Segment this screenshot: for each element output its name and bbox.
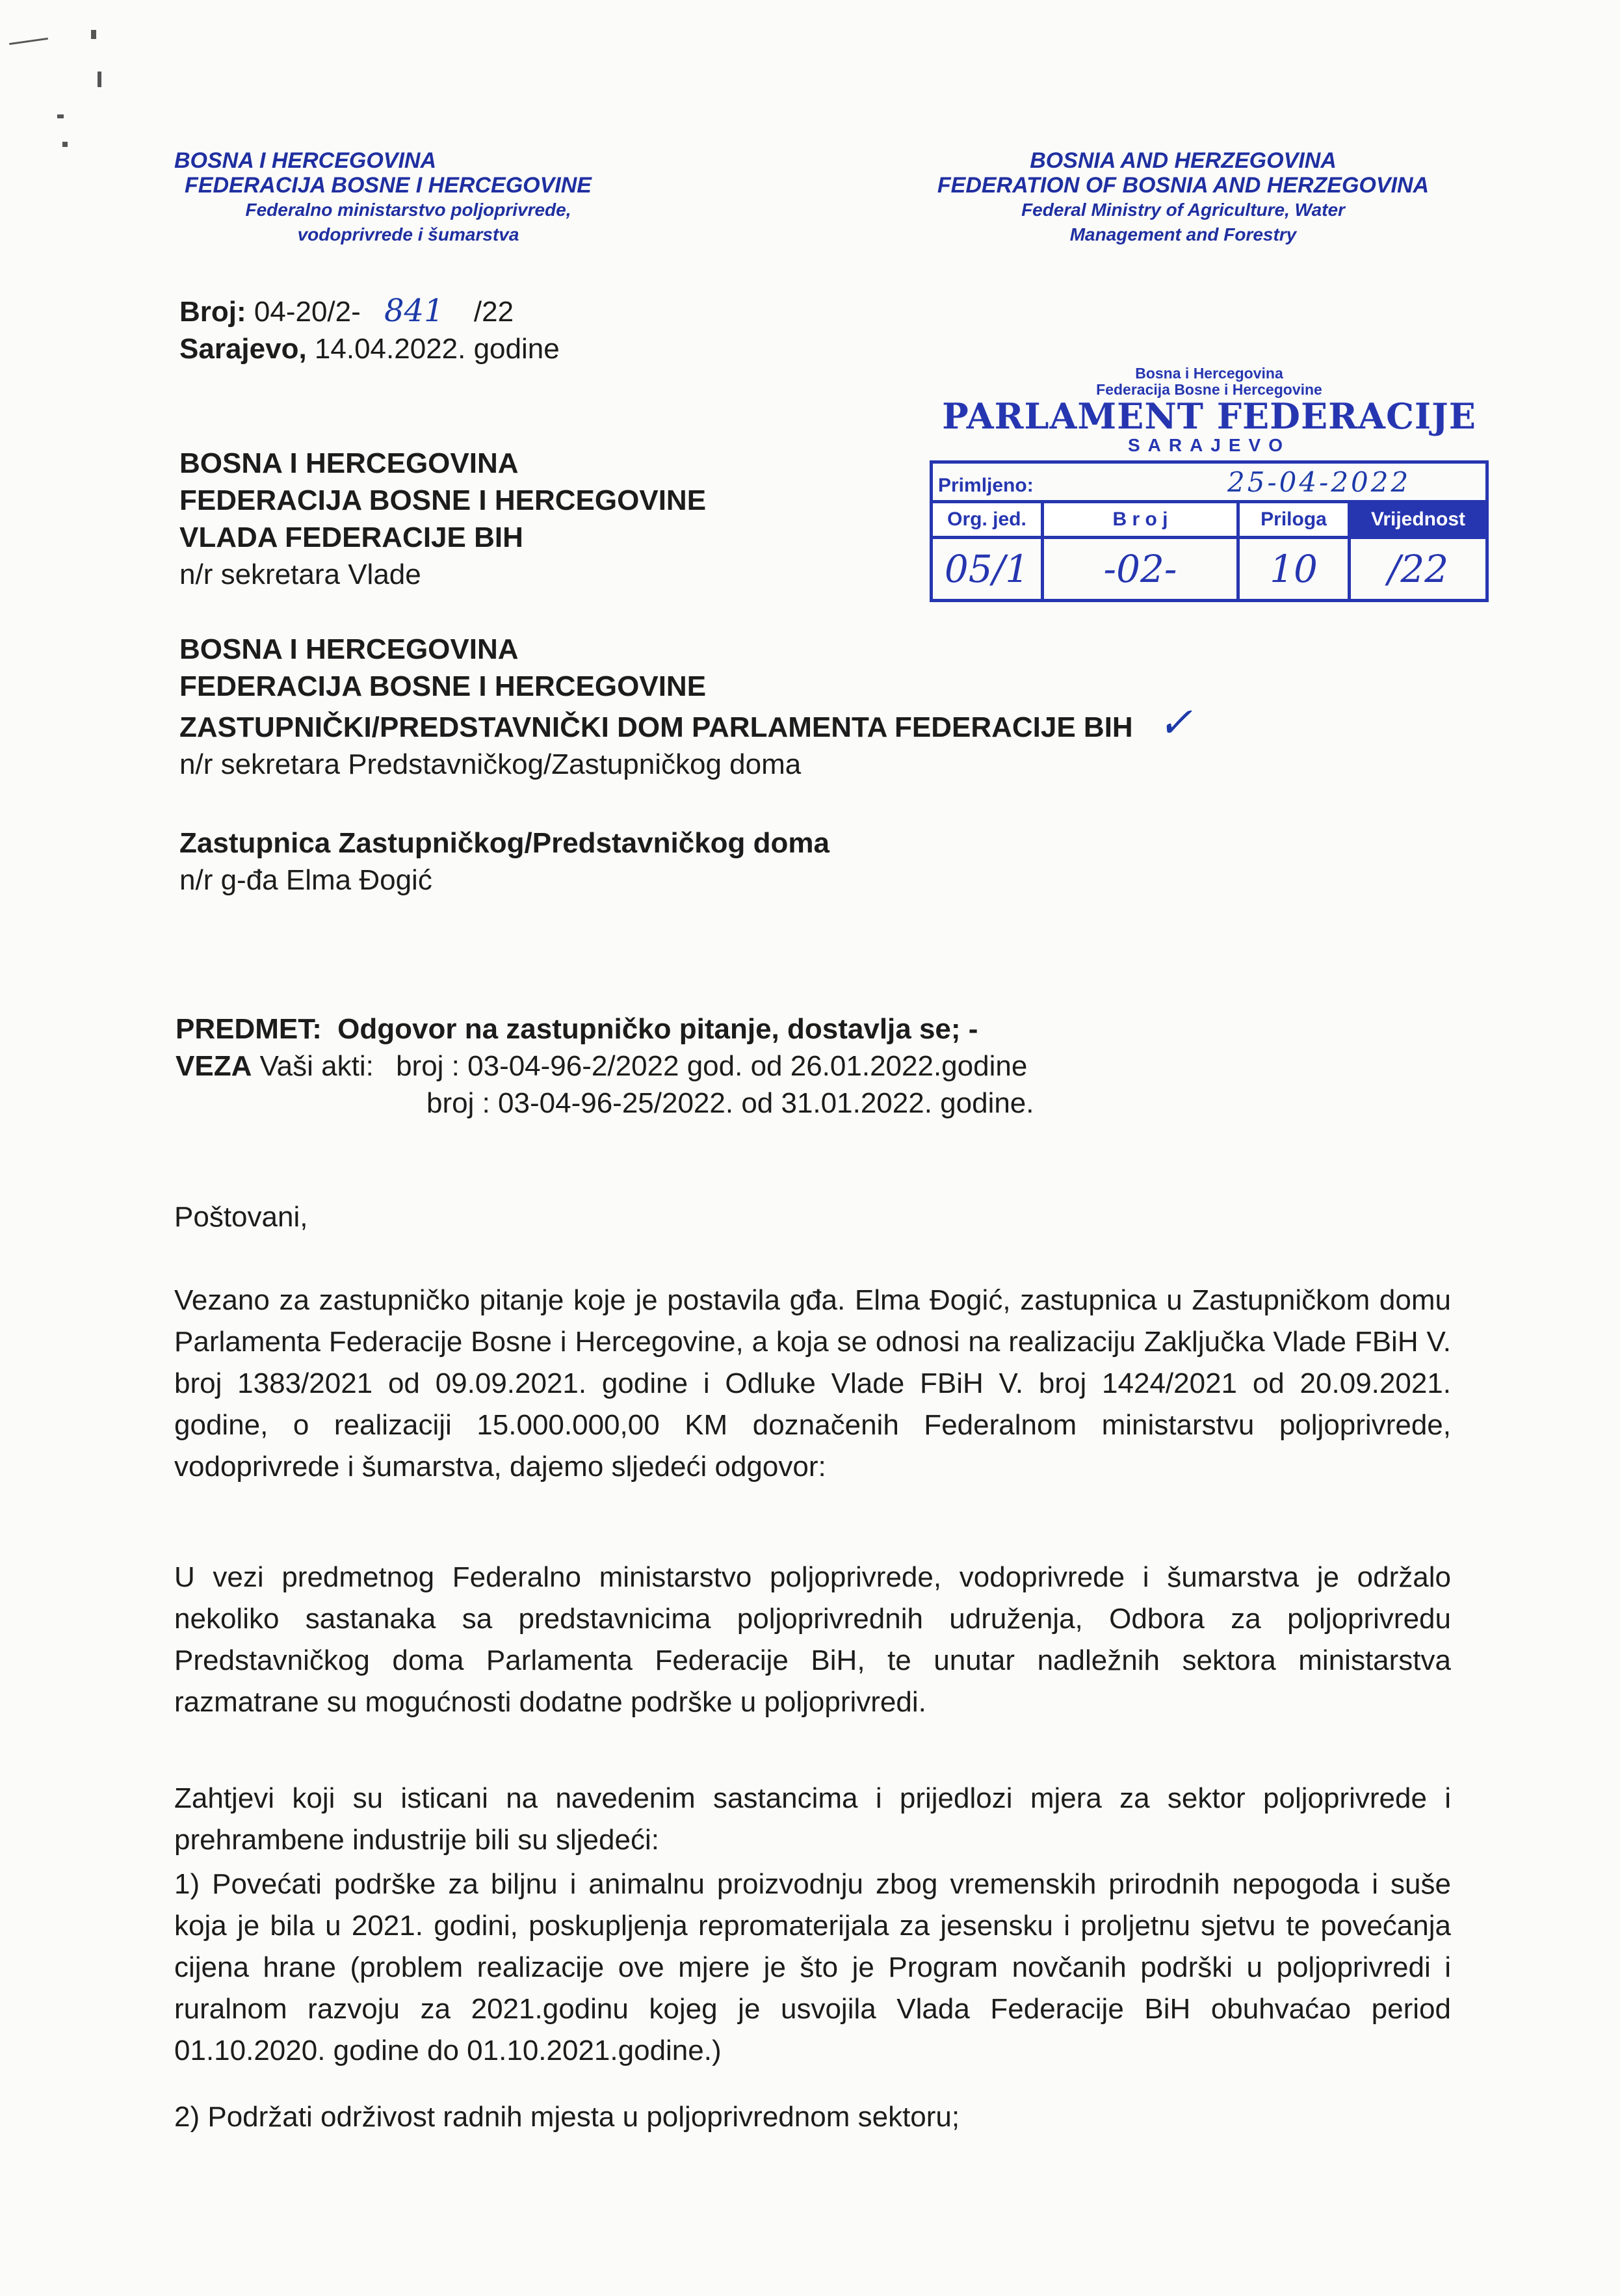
paragraph-1: Vezano za zastupničko pitanje koje je postavila gđa. Elma Đogić, zastupnica u Zastupničkom domu Parlamenta Federacije Bosne i Hercegovine, a koja se odnosi na realizaciju Zaključka Vlade FBiH V. broj 1383/2021 od 09.09.2021. godine i Odluke Vlade FBiH V. broj 1424/2021 od 20.09.2021. godine, o realizaciji 15.000.000,00 KM doznačenih Federalnom ministarstvu poljoprivrede, vodoprivrede i šumarstva, dajemo sljedeći odgovor:: [174, 1284, 1451, 1483]
stamp-col-attachments: Priloga: [1238, 502, 1350, 538]
recipient3-attention: n/r g-đa Elma Đogić: [179, 864, 432, 896]
broj-suffix: /22: [473, 296, 514, 328]
veza-text: Vaši akti:: [259, 1050, 374, 1082]
stamp-val-attachments: 10: [1238, 538, 1350, 601]
letterhead-right: [897, 148, 1469, 247]
letterhead-right-country: BOSNIA AND HERZEGOVINA: [1030, 148, 1337, 173]
recipient-representative: [179, 825, 1155, 899]
recipient2-entity: FEDERACIJA BOSNE I HERCEGOVINE: [179, 670, 707, 702]
handwritten-check-mark: ✓: [1157, 699, 1193, 747]
document-date: 14.04.2022. godine: [314, 333, 560, 365]
letterhead-right-ministry-2: Management and Forestry: [1069, 224, 1297, 244]
predmet-label: PREDMET:: [176, 1013, 322, 1045]
act-reference-2: broj : 03-04-96-25/2022. od 31.01.2022. godine.: [426, 1087, 1034, 1119]
letterhead-left-ministry-2: vodoprivrede i šumarstva: [297, 224, 519, 244]
stamp-line-country: Bosna i Hercegovina: [1135, 365, 1283, 382]
subject-block: [176, 1010, 1411, 1122]
scan-artifact-line: [9, 38, 48, 45]
stamp-val-value: /22: [1350, 538, 1487, 601]
letterhead-left-entity: FEDERACIJA BOSNE I HERCEGOVINE: [185, 173, 592, 198]
act-reference-1: broj : 03-04-96-2/2022 god. od 26.01.2022.godine: [396, 1050, 1028, 1082]
stamp-header-row: [932, 502, 1487, 538]
stamp-line-city: SARAJEVO: [1127, 435, 1291, 455]
letterhead-right-entity: FEDERATION OF BOSNIA AND HERZEGOVINA: [937, 173, 1430, 198]
paragraph-3: Zahtjevi koji su isticani na navedenim sastancima i prijedlozi mjera za sektor poljoprivrede i prehrambene industrije bili su sljedeći:: [174, 1782, 1451, 1856]
letterhead-left-country: BOSNA I HERCEGOVINA: [174, 148, 437, 173]
greeting: Poštovani,: [174, 1201, 308, 1233]
veza-line: [176, 1048, 1411, 1085]
subject-line: [176, 1010, 1411, 1048]
reference-block: [179, 293, 764, 367]
stamp-val-number: -02-: [1043, 538, 1238, 601]
stamp-line-entity: Federacija Bosne i Hercegovine: [1096, 381, 1322, 398]
paragraph-2: U vezi predmetnog Federalno ministarstvo poljoprivrede, vodoprivrede i šumarstva je održalo nekoliko sastanaka sa predstavnicima poljoprivrednih udruženja, Odbora za poljoprivredu Predstavničkog doma Parlamenta Federacije BiH, te unutar nadležnih sektora ministarstva razmatrane su mogućnosti dodatne podrške u poljoprivredi.: [174, 1561, 1451, 1718]
scan-artifact-dot: [57, 114, 64, 118]
stamp-received-date: 25-04-2022: [1227, 466, 1411, 498]
scan-artifact-dot: [91, 30, 96, 39]
paragraph-5: 2) Podržati održivost radnih mjesta u poljoprivrednom sektoru;: [174, 2101, 960, 2133]
broj-label: Broj:: [179, 296, 246, 328]
letterhead-right-ministry-1: Federal Ministry of Agriculture, Water: [1021, 200, 1345, 220]
stamp-values-row: [932, 538, 1487, 601]
recipient1-country: BOSNA I HERCEGOVINA: [179, 447, 519, 479]
veza-label: VEZA: [176, 1050, 252, 1082]
scan-artifact-dot: [62, 142, 68, 147]
recipient2-country: BOSNA I HERCEGOVINA: [179, 633, 519, 665]
stamp-line-parliament: PARLAMENT FEDERACIJE: [942, 395, 1476, 437]
recipient2-institution: ZASTUPNIČKI/PREDSTAVNIČKI DOM PARLAMENTA FEDERACIJE BIH: [179, 711, 1133, 743]
predmet-text: Odgovor na zastupničko pitanje, dostavlja se; -: [337, 1013, 978, 1045]
stamp-col-value: Vrijednost: [1350, 502, 1487, 538]
recipient-government: [179, 445, 927, 593]
parliament-reception-stamp: [930, 365, 1489, 602]
recipient1-institution: VLADA FEDERACIJE BIH: [179, 521, 523, 553]
place-date: [179, 330, 764, 367]
stamp-col-org: Org. jed.: [932, 502, 1043, 538]
recipient-house: [179, 631, 1415, 783]
stamp-received-row: [932, 462, 1487, 502]
broj-handwritten: 841: [384, 293, 444, 329]
recipient3-title: Zastupnica Zastupničkog/Predstavničkog doma: [179, 827, 830, 859]
stamp-received-label: Primljeno:: [938, 474, 1034, 496]
letterhead-left: [174, 148, 642, 247]
paragraph-4: 1) Povećati podrške za biljnu i animalnu proizvodnju zbog vremenskih prirodnih nepogoda i suše koja je bila u 2021. godini, poskupljenja repromaterijala za jesensku i proljetnu sjetvu te povećanja cijena hrane (problem realizacije ove mjere je što je Program novčanih podrški u poljoprivredi i ruralnom razvoju za 2021.godinu kojeg je usvojila Vlada Federacije BiH obuhvaćao period 01.10.2020. godine do 01.10.2021.godine.): [174, 1868, 1451, 2066]
recipient1-attention: n/r sekretara Vlade: [179, 559, 421, 590]
scan-artifact-dot: [98, 72, 101, 87]
stamp-table: [930, 460, 1489, 602]
broj-prefix: 04-20/2-: [254, 296, 361, 328]
reference-number: [179, 293, 764, 330]
stamp-val-org: 05/1: [932, 538, 1043, 601]
place-label: Sarajevo,: [179, 333, 307, 365]
recipient1-entity: FEDERACIJA BOSNE I HERCEGOVINE: [179, 484, 707, 516]
recipient2-institution-row: [179, 699, 1415, 747]
recipient2-attention: n/r sekretara Predstavničkog/Zastupničkog doma: [179, 748, 802, 780]
letterhead-left-ministry-1: Federalno ministarstvo poljoprivrede,: [245, 200, 571, 220]
stamp-col-number: B r o j: [1043, 502, 1238, 538]
